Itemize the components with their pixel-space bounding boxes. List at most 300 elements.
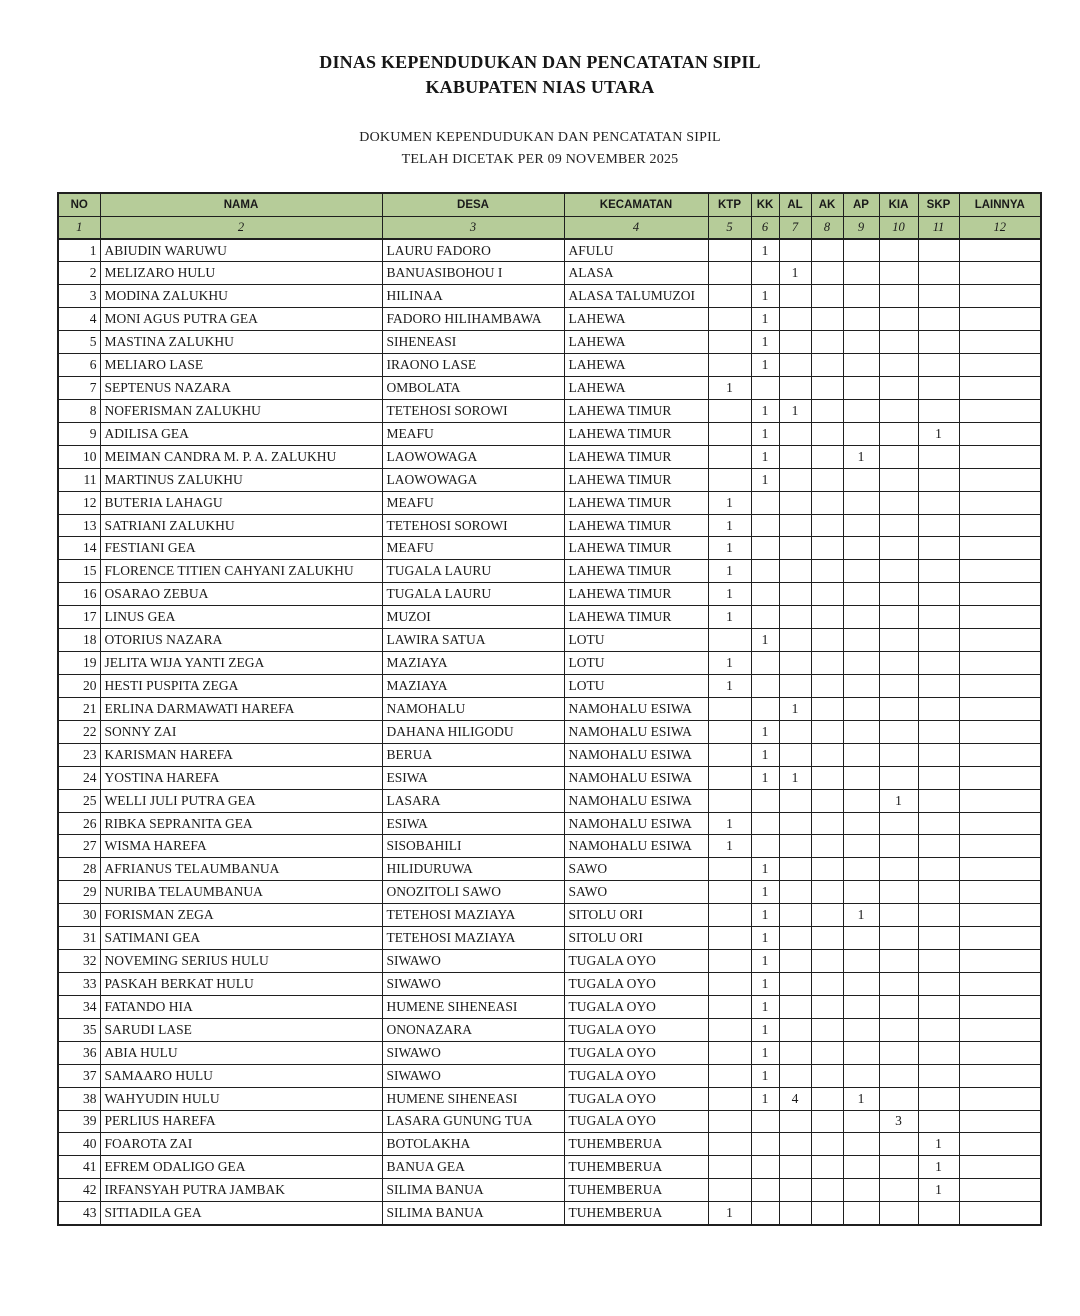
cell-ap [843,560,879,583]
header-col-number: 11 [918,216,959,239]
subtitle-line-1: DOKUMEN KEPENDUDUKAN DAN PENCATATAN SIPIL [359,130,721,145]
cell-skp: 1 [918,1133,959,1156]
header-skp: SKP [918,193,959,216]
cell-kk: 1 [751,422,779,445]
cell-kia [879,629,918,652]
cell-al [779,675,811,698]
cell-kecamatan: NAMOHALU ESIWA [564,743,708,766]
cell-al: 1 [779,399,811,422]
cell-kia [879,812,918,835]
cell-lainnya [959,1041,1041,1064]
cell-al [779,285,811,308]
cell-ak [811,468,843,491]
cell-desa: BANUA GEA [382,1156,564,1179]
table-row [58,422,1041,445]
cell-ak [811,766,843,789]
cell-kia [879,468,918,491]
cell-kecamatan: AFULU [564,239,708,262]
cell-desa: HILIDURUWA [382,858,564,881]
cell-nama: SAMAARO HULU [100,1064,382,1087]
cell-no: 8 [58,399,100,422]
cell-kia [879,720,918,743]
title-line-2: KABUPATEN NIAS UTARA [425,77,655,97]
cell-kk [751,812,779,835]
cell-skp [918,858,959,881]
cell-lainnya [959,560,1041,583]
cell-ap [843,995,879,1018]
cell-al [779,1018,811,1041]
cell-kia [879,743,918,766]
cell-kia [879,239,918,262]
cell-lainnya [959,468,1041,491]
cell-lainnya [959,537,1041,560]
cell-ktp [708,950,751,973]
cell-nama: FORISMAN ZEGA [100,904,382,927]
cell-skp [918,1064,959,1087]
cell-kk: 1 [751,950,779,973]
cell-ak [811,1110,843,1133]
cell-kia [879,835,918,858]
cell-skp [918,1018,959,1041]
cell-desa: BANUASIBOHOU I [382,262,564,285]
cell-ktp [708,308,751,331]
cell-kk: 1 [751,1087,779,1110]
table-row [58,1156,1041,1179]
header-col-number: 4 [564,216,708,239]
cell-kk [751,1110,779,1133]
cell-nama: EFREM ODALIGO GEA [100,1156,382,1179]
cell-al [779,1156,811,1179]
cell-kk [751,514,779,537]
header-no: NO [58,193,100,216]
cell-ak [811,262,843,285]
cell-kk [751,1179,779,1202]
table-row [58,537,1041,560]
header-kecamatan: KECAMATAN [564,193,708,216]
cell-kk: 1 [751,468,779,491]
cell-kecamatan: ALASA [564,262,708,285]
cell-nama: FESTIANI GEA [100,537,382,560]
cell-ap [843,491,879,514]
header-col-number: 9 [843,216,879,239]
cell-lainnya [959,858,1041,881]
header-col-number: 12 [959,216,1041,239]
cell-ap [843,1202,879,1225]
cell-desa: TUGALA LAURU [382,560,564,583]
cell-ap [843,606,879,629]
cell-kk: 1 [751,995,779,1018]
document-title [0,0,1080,100]
cell-kecamatan: LAHEWA TIMUR [564,606,708,629]
table-row [58,1041,1041,1064]
cell-ap [843,881,879,904]
cell-kecamatan: TUGALA OYO [564,1064,708,1087]
cell-ap [843,354,879,377]
cell-ktp [708,927,751,950]
cell-kecamatan: LAHEWA TIMUR [564,514,708,537]
cell-ak [811,743,843,766]
cell-al [779,422,811,445]
cell-no: 25 [58,789,100,812]
cell-ak [811,606,843,629]
cell-kk [751,262,779,285]
cell-nama: NOFERISMAN ZALUKHU [100,399,382,422]
cell-ak [811,1064,843,1087]
cell-skp [918,491,959,514]
cell-skp [918,468,959,491]
cell-no: 1 [58,239,100,262]
cell-desa: TETEHOSI SOROWI [382,514,564,537]
cell-lainnya [959,1156,1041,1179]
header-numbers-row [58,216,1041,239]
cell-nama: SEPTENUS NAZARA [100,377,382,400]
cell-kk [751,583,779,606]
header-nama: NAMA [100,193,382,216]
cell-kia [879,560,918,583]
cell-kia [879,354,918,377]
cell-desa: OMBOLATA [382,377,564,400]
cell-kk [751,1133,779,1156]
cell-kk [751,652,779,675]
cell-ktp: 1 [708,675,751,698]
cell-nama: BUTERIA LAHAGU [100,491,382,514]
cell-kia [879,1156,918,1179]
cell-kia [879,950,918,973]
cell-ap [843,262,879,285]
cell-desa: TETEHOSI MAZIAYA [382,904,564,927]
cell-skp [918,766,959,789]
table-row [58,606,1041,629]
cell-desa: ESIWA [382,812,564,835]
cell-kecamatan: LAHEWA TIMUR [564,445,708,468]
cell-lainnya [959,720,1041,743]
cell-no: 12 [58,491,100,514]
cell-kecamatan: TUHEMBERUA [564,1133,708,1156]
cell-ak [811,697,843,720]
cell-no: 32 [58,950,100,973]
cell-desa: LAOWOWAGA [382,468,564,491]
cell-kecamatan: TUGALA OYO [564,1087,708,1110]
table-row [58,1018,1041,1041]
cell-skp [918,354,959,377]
cell-nama: MEIMAN CANDRA M. P. A. ZALUKHU [100,445,382,468]
cell-nama: HESTI PUSPITA ZEGA [100,675,382,698]
cell-ktp [708,285,751,308]
cell-ktp [708,789,751,812]
cell-skp [918,629,959,652]
cell-kecamatan: LAHEWA TIMUR [564,468,708,491]
table-row [58,995,1041,1018]
cell-lainnya [959,904,1041,927]
cell-al [779,468,811,491]
cell-nama: KARISMAN HAREFA [100,743,382,766]
cell-no: 5 [58,331,100,354]
header-col-number: 10 [879,216,918,239]
cell-kk [751,835,779,858]
cell-skp: 1 [918,1156,959,1179]
cell-kk: 1 [751,285,779,308]
cell-no: 29 [58,881,100,904]
cell-no: 36 [58,1041,100,1064]
cell-kia [879,1018,918,1041]
cell-no: 40 [58,1133,100,1156]
cell-nama: PASKAH BERKAT HULU [100,973,382,996]
cell-al [779,1064,811,1087]
cell-ak [811,858,843,881]
table-row [58,583,1041,606]
table-row [58,950,1041,973]
cell-nama: LINUS GEA [100,606,382,629]
cell-kia [879,1179,918,1202]
cell-desa: BOTOLAKHA [382,1133,564,1156]
cell-ak [811,308,843,331]
cell-skp [918,835,959,858]
cell-ak [811,560,843,583]
cell-kia [879,858,918,881]
cell-kia [879,377,918,400]
cell-kecamatan: TUGALA OYO [564,1041,708,1064]
header-al: AL [779,193,811,216]
cell-ktp [708,720,751,743]
cell-no: 23 [58,743,100,766]
cell-al [779,583,811,606]
cell-ap [843,399,879,422]
cell-al [779,904,811,927]
cell-ak [811,1018,843,1041]
cell-ak [811,1156,843,1179]
cell-al [779,881,811,904]
cell-desa: LAURU FADORO [382,239,564,262]
cell-ap [843,1110,879,1133]
cell-no: 41 [58,1156,100,1179]
table-row [58,720,1041,743]
cell-kecamatan: NAMOHALU ESIWA [564,835,708,858]
cell-nama: ERLINA DARMAWATI HAREFA [100,697,382,720]
table-row [58,1202,1041,1225]
cell-no: 9 [58,422,100,445]
cell-ktp [708,904,751,927]
cell-al [779,491,811,514]
cell-ak [811,422,843,445]
cell-kecamatan: TUHEMBERUA [564,1202,708,1225]
cell-kia [879,491,918,514]
cell-ap [843,927,879,950]
cell-al [779,927,811,950]
cell-kk [751,560,779,583]
cell-al [779,445,811,468]
cell-lainnya [959,652,1041,675]
table-body [58,239,1041,1225]
cell-ak [811,720,843,743]
cell-ktp [708,262,751,285]
cell-nama: ADILISA GEA [100,422,382,445]
cell-lainnya [959,743,1041,766]
cell-ak [811,445,843,468]
table-row [58,308,1041,331]
cell-ktp [708,629,751,652]
cell-desa: SILIMA BANUA [382,1179,564,1202]
cell-ak [811,927,843,950]
cell-al [779,858,811,881]
cell-kia [879,652,918,675]
cell-nama: NOVEMING SERIUS HULU [100,950,382,973]
cell-ap [843,766,879,789]
cell-lainnya [959,1179,1041,1202]
cell-skp [918,812,959,835]
cell-kia [879,514,918,537]
cell-kecamatan: LOTU [564,675,708,698]
cell-al [779,560,811,583]
table-row [58,354,1041,377]
cell-ap [843,514,879,537]
cell-kk: 1 [751,354,779,377]
cell-ap [843,537,879,560]
cell-desa: SIWAWO [382,1064,564,1087]
document-subtitle [0,127,1080,171]
cell-nama: FATANDO HIA [100,995,382,1018]
cell-ak [811,950,843,973]
cell-skp [918,514,959,537]
cell-ktp: 1 [708,583,751,606]
cell-kk: 1 [751,1041,779,1064]
cell-al [779,1202,811,1225]
cell-kecamatan: LAHEWA [564,354,708,377]
cell-no: 42 [58,1179,100,1202]
cell-ak [811,377,843,400]
cell-desa: MUZOI [382,606,564,629]
cell-kia [879,973,918,996]
cell-kia [879,399,918,422]
cell-lainnya [959,331,1041,354]
cell-ktp [708,743,751,766]
cell-ap [843,675,879,698]
cell-ktp [708,995,751,1018]
header-col-number: 3 [382,216,564,239]
cell-kk: 1 [751,1018,779,1041]
cell-no: 24 [58,766,100,789]
cell-skp [918,606,959,629]
cell-kia [879,537,918,560]
table-row [58,399,1041,422]
cell-kecamatan: TUHEMBERUA [564,1156,708,1179]
cell-kia [879,331,918,354]
cell-al [779,354,811,377]
cell-kk: 1 [751,927,779,950]
cell-lainnya [959,881,1041,904]
cell-kk: 1 [751,766,779,789]
cell-kecamatan: LOTU [564,629,708,652]
cell-al [779,308,811,331]
cell-lainnya [959,629,1041,652]
table-row [58,812,1041,835]
cell-desa: LAWIRA SATUA [382,629,564,652]
cell-kk [751,537,779,560]
table-row [58,697,1041,720]
cell-desa: NAMOHALU [382,697,564,720]
cell-desa: SISOBAHILI [382,835,564,858]
cell-skp [918,239,959,262]
cell-skp [918,399,959,422]
cell-kecamatan: LAHEWA TIMUR [564,422,708,445]
cell-kecamatan: LAHEWA [564,331,708,354]
cell-ap [843,422,879,445]
cell-ktp [708,1156,751,1179]
cell-ktp [708,1018,751,1041]
table-row [58,560,1041,583]
cell-skp [918,881,959,904]
cell-lainnya [959,1133,1041,1156]
cell-ak [811,629,843,652]
cell-no: 35 [58,1018,100,1041]
header-ak: AK [811,193,843,216]
table-row [58,1110,1041,1133]
cell-nama: RIBKA SEPRANITA GEA [100,812,382,835]
cell-kecamatan: TUGALA OYO [564,950,708,973]
cell-nama: MASTINA ZALUKHU [100,331,382,354]
cell-skp [918,377,959,400]
cell-ap: 1 [843,904,879,927]
cell-kecamatan: NAMOHALU ESIWA [564,766,708,789]
cell-skp [918,675,959,698]
cell-no: 34 [58,995,100,1018]
cell-ap: 1 [843,1087,879,1110]
cell-al: 1 [779,766,811,789]
cell-skp [918,285,959,308]
cell-ktp: 1 [708,606,751,629]
cell-desa: HUMENE SIHENEASI [382,1087,564,1110]
cell-kecamatan: NAMOHALU ESIWA [564,789,708,812]
cell-lainnya [959,354,1041,377]
cell-ktp [708,1087,751,1110]
table-row [58,927,1041,950]
cell-ktp [708,331,751,354]
table-row [58,262,1041,285]
cell-ktp [708,468,751,491]
header-col-number: 2 [100,216,382,239]
cell-nama: JELITA WIJA YANTI ZEGA [100,652,382,675]
cell-ap [843,1156,879,1179]
cell-desa: TUGALA LAURU [382,583,564,606]
cell-ap: 1 [843,445,879,468]
cell-kk: 1 [751,445,779,468]
cell-lainnya [959,835,1041,858]
cell-ak [811,835,843,858]
cell-al [779,331,811,354]
cell-no: 16 [58,583,100,606]
table-row [58,973,1041,996]
table-row [58,1133,1041,1156]
cell-no: 4 [58,308,100,331]
cell-skp [918,560,959,583]
cell-no: 21 [58,697,100,720]
cell-kk [751,606,779,629]
cell-ap [843,1018,879,1041]
cell-no: 6 [58,354,100,377]
cell-kecamatan: LOTU [564,652,708,675]
cell-ktp [708,766,751,789]
cell-skp [918,1041,959,1064]
cell-ap [843,583,879,606]
cell-ktp: 1 [708,835,751,858]
cell-no: 39 [58,1110,100,1133]
cell-al [779,789,811,812]
cell-no: 37 [58,1064,100,1087]
cell-desa: SIWAWO [382,950,564,973]
cell-skp [918,537,959,560]
cell-kk: 1 [751,308,779,331]
cell-nama: SARUDI LASE [100,1018,382,1041]
cell-ak [811,652,843,675]
